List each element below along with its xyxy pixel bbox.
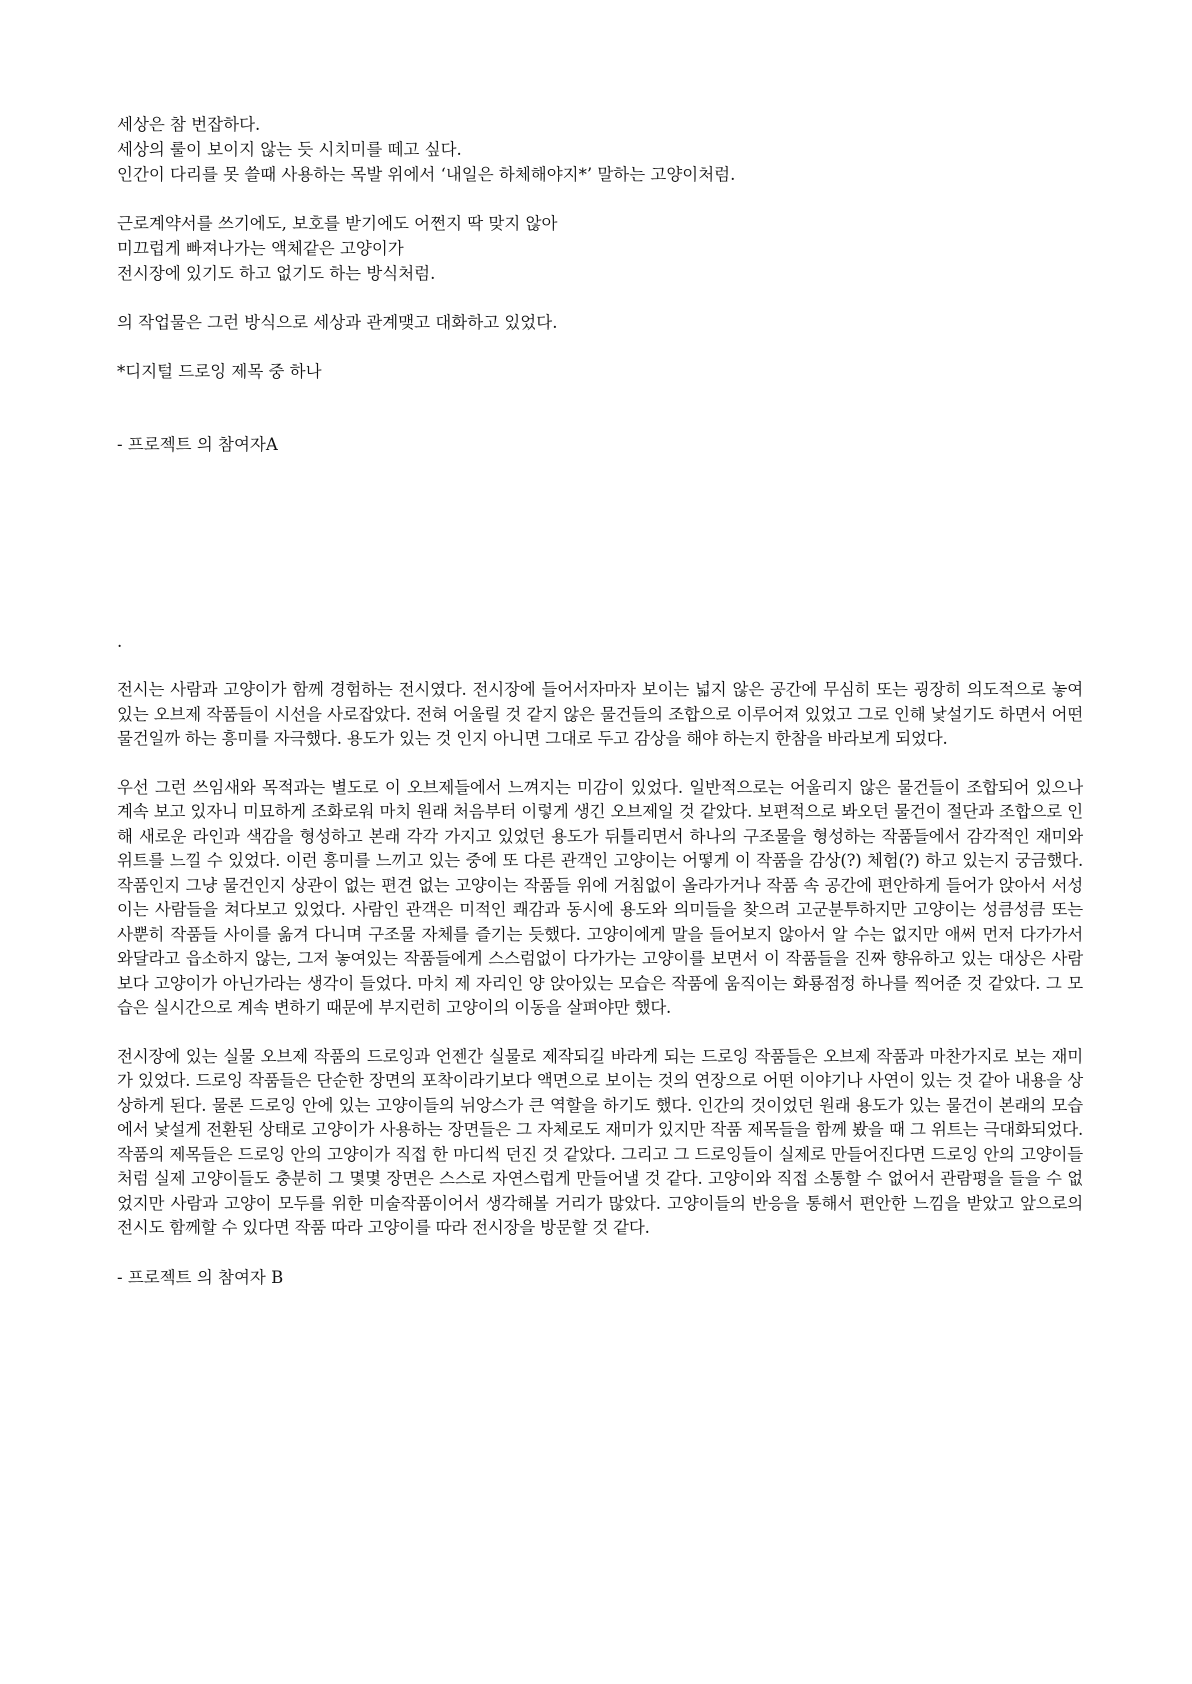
- spacer: [117, 543, 1083, 629]
- divider-mark: .: [117, 632, 123, 651]
- intro-statement: 의 작업물은 그런 방식으로 세상과 관계맺고 대화하고 있었다.: [117, 313, 558, 332]
- intro-line-5: 미끄럽게 빠져나가는 액체같은 고양이가: [117, 239, 404, 258]
- spacer: [117, 286, 1083, 310]
- spacer: [117, 752, 1083, 776]
- spacer: [117, 1241, 1083, 1265]
- spacer: [117, 384, 1083, 408]
- intro-line-4: 근로계약서를 쓰기에도, 보호를 받기에도 어쩐지 딱 맞지 않아: [117, 214, 558, 233]
- spacer: [117, 335, 1083, 359]
- spacer: [117, 457, 1083, 543]
- review-paragraph-2: 우선 그런 쓰임새와 목적과는 별도로 이 오브제들에서 느껴지는 미감이 있었다. 일반적으로는 어울리지 않은 물건들이 조합되어 있으나 계속 보고 있자니 미묘하게 조화로워 마치 원래 처음부터 이렇게 생긴 오브제일 것 같았다. 보편적으로 봐오던 물건이 절단과 조합으로 인해 새로운 라인과 색감을 형성하고 본래 각각 가지고 있었던 용도가 뒤틀리면서 하나의 구조물을 형성하는 작품들에서 감각적인 재미와 위트를 느낄 수 있었다. 이런 흥미를 느끼고 있는 중에 또 다른 관객인 고양이는 어떻게 이 작품을 감상(?) 체험(?) 하고 있는지 궁금했다. 작품인지 그냥 물건인지 상관이 없는 편견 없는 고양이는 작품들 위에 거침없이 올라가거나 작품 속 공간에 편안하게 들어가 앉아서 서성이는 사람들을 쳐다보고 있었다. 사람인 관객은 미적인 쾌감과 동시에 용도와 의미들을 찾으려 고군분투하지만 고양이는 성큼성큼 또는 사뿐히 작품들 사이를 옮겨 다니며 구조물 자체를 즐기는 듯했다. 고양이에게 말을 들어보지 않아서 알 수는 없지만 애써 먼저 다가가서 와달라고 읍소하지 않는, 그저 놓여있는 작품들에게 스스럼없이 다가가는 고양이를 보면서 이 작품들을 진짜 향유하고 있는 대상은 사람보다 고양이가 아닌가라는 생각이 들었다. 마치 제 자리인 양 앉아있는 모습은 작품에 움직이는 화룡점정 하나를 찍어준 것 같았다. 그 모습은 실시간으로 계속 변하기 때문에 부지런히 고양이의 이동을 살펴야만 했다.: [117, 777, 1083, 1017]
- review-paragraph-1: 전시는 사람과 고양이가 함께 경험하는 전시였다. 전시장에 들어서자마자 보이는 넓지 않은 공간에 무심히 또는 굉장히 의도적으로 놓여있는 오브제 작품들이 시선을 사로잡았다. 전혀 어울릴 것 같지 않은 물건들의 조합으로 이루어져 있었고 그로 인해 낯설기도 하면서 어떤 물건일까 하는 흥미를 자극했다. 용도가 있는 것 인지 아니면 그대로 두고 감상을 해야 하는지 한참을 바라보게 되었다.: [117, 680, 1083, 748]
- review-paragraph-3: 전시장에 있는 실물 오브제 작품의 드로잉과 언젠간 실물로 제작되길 바라게 되는 드로잉 작품들은 오브제 작품과 마찬가지로 보는 재미가 있었다. 드로잉 작품들은 단순한 장면의 포착이라기보다 액면으로 보이는 것의 연장으로 어떤 이야기나 사연이 있는 것 같아 내용을 상상하게 된다. 물론 드로잉 안에 있는 고양이들의 뉘앙스가 큰 역할을 하기도 했다. 인간의 것이었던 원래 용도가 있는 물건이 본래의 모습에서 낯설게 전환된 상태로 고양이가 사용하는 장면들은 그 자체로도 재미가 있지만 작품 제목들을 함께 봤을 때 그 위트는 극대화되었다. 작품의 제목들은 드로잉 안의 고양이가 직접 한 마디씩 던진 것 같았다. 그리고 그 드로잉들이 실제로 만들어진다면 드로잉 안의 고양이들처럼 실제 고양이들도 충분히 그 몇몇 장면은 스스로 자연스럽게 만들어낼 것 같다. 고양이와 직접 소통할 수 없어서 관람평을 들을 수 없었지만 사람과 고양이 모두를 위한 미술작품이어서 생각해볼 거리가 많았다. 고양이들의 반응을 통해서 편안한 느낌을 받았고 앞으로의 전시도 함께할 수 있다면 작품 따라 고양이를 따라 전시장을 방문할 것 같다.: [117, 1046, 1083, 1237]
- intro-line-6: 전시장에 있기도 하고 없기도 하는 방식처럼.: [117, 264, 436, 283]
- intro-line-3: 인간이 다리를 못 쓸때 사용하는 목발 위에서 ‘내일은 하체해야지*’ 말하는 고양이처럼.: [117, 165, 736, 184]
- spacer: [117, 187, 1083, 211]
- signature-a: - 프로젝트 의 참여자A: [117, 435, 278, 454]
- intro-line-2: 세상의 룰이 보이지 않는 듯 시치미를 떼고 싶다.: [117, 140, 462, 159]
- signature-b: - 프로젝트 의 참여자 B: [117, 1267, 284, 1287]
- intro-line-1: 세상은 참 번잡하다.: [117, 115, 261, 134]
- spacer: [117, 408, 1083, 432]
- document-page: [117, 112, 1083, 1290]
- spacer: [117, 654, 1083, 678]
- spacer: [117, 1021, 1083, 1045]
- intro-footnote: *디지털 드로잉 제목 중 하나: [117, 362, 322, 381]
